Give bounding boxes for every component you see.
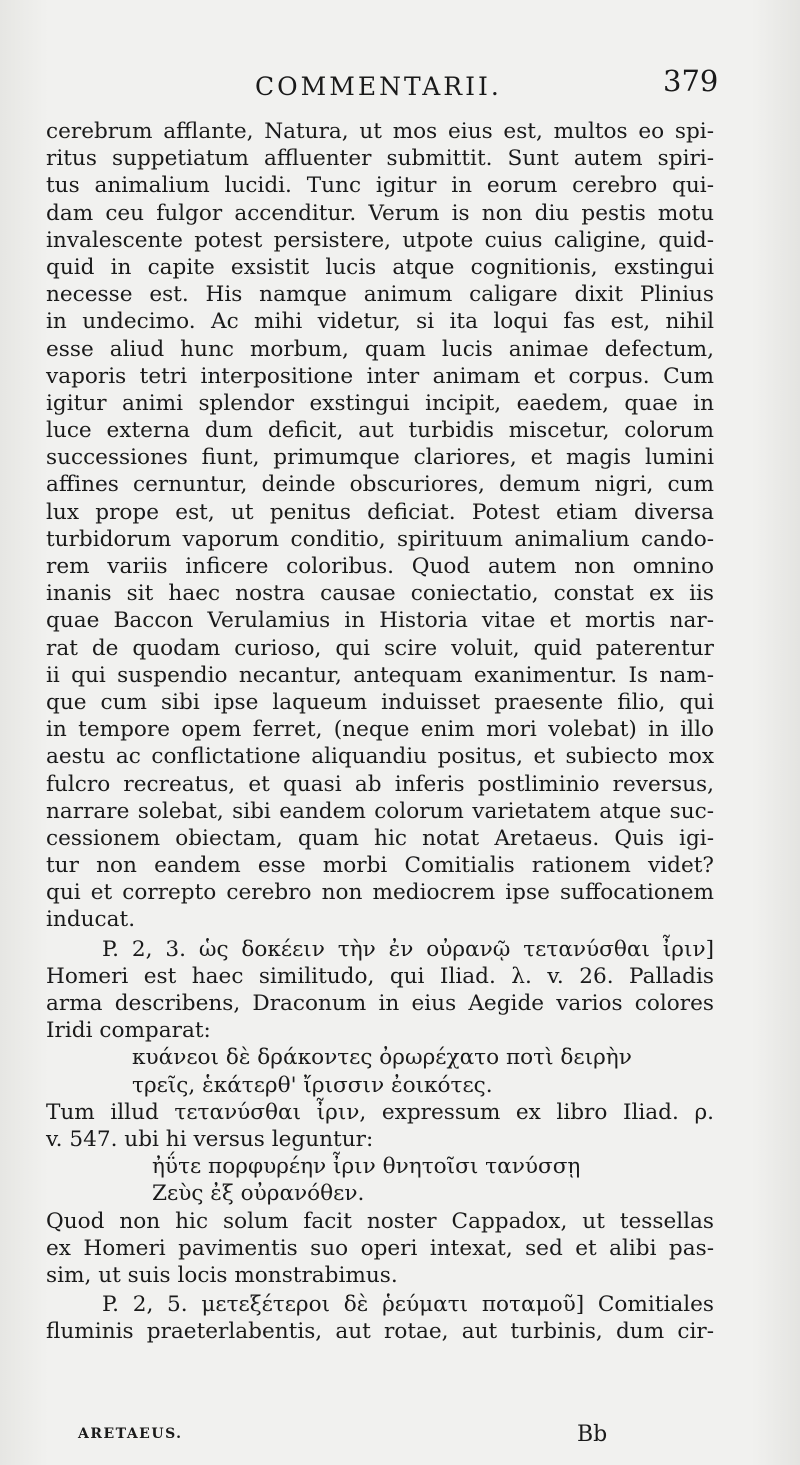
page-number: 379: [663, 64, 719, 98]
text-line: tur non eandem esse morbi Comitialis rationem videt?: [46, 853, 714, 879]
text-line: v. 547. ubi hi versus leguntur:: [46, 1126, 374, 1152]
text-line: Tum illud τετανύσθαι ἶριν, expressum ex libro Iliad. ρ.: [46, 1099, 714, 1125]
verse-line: Ζεὺς ἐξ οὐρανόθεν.: [152, 1181, 365, 1207]
text-line: rem variis inficere coloribus. Quod autem non omnino: [46, 554, 714, 579]
text-line: Homeri est haec similitudo, qui Iliad. λ. v. 26. Palladis: [46, 963, 714, 989]
text-line: P. 2, 5. μετεξέτεροι δὲ ῥεύματι ποταμοῦ] Comitiales: [102, 1292, 714, 1318]
text-line: qui et correpto cerebro non mediocrem ipse suffocationem: [46, 880, 714, 906]
text-line: rat de quodam curioso, qui scire voluit, quid paterentur: [46, 635, 714, 661]
text-line: arma describens, Draconum in eius Aegide varios colores: [46, 991, 714, 1016]
page-header: [0, 62, 800, 102]
text-line: ii qui suspendio necantur, antequam exanimentur. Is nam-: [46, 662, 714, 688]
text-line: cerebrum afflante, Natura, ut mos eius est, multos eo spi-: [46, 119, 714, 144]
text-line: tus animalium lucidi. Tunc igitur in eorum cerebro qui-: [46, 173, 714, 199]
text-line: luce externa dum deficit, aut turbidis miscetur, colorum: [46, 418, 714, 444]
text-line: quid in capite exsistit lucis atque cognitionis, exstingui: [46, 254, 714, 280]
running-title: COMMENTARII.: [255, 72, 502, 101]
text-line: successiones fiunt, primumque clariores, et magis lumini: [46, 445, 714, 471]
text-line: Iridi comparat:: [46, 1018, 211, 1044]
text-line: quae Baccon Verulamius in Historia vitae et mortis nar-: [46, 608, 714, 634]
text-line: affines cernuntur, deinde obscuriores, demum nigri, cum: [46, 472, 714, 498]
text-line: ritus suppetiatum affluenter submittit. Sunt autem spiri-: [46, 146, 714, 172]
text-line: in undecimo. Ac mihi videtur, si ita loqui fas est, nihil: [46, 309, 714, 335]
text-line: sim, ut suis locis monstrabimus.: [46, 1262, 398, 1288]
text-line: turbidorum vaporum conditio, spirituum animalium cando-: [46, 526, 714, 552]
text-line: inducat.: [46, 907, 136, 933]
verse-line: ἠΰτε πορφυρέην ἶριν θνητοῖσι τανύσσῃ: [152, 1154, 581, 1180]
text-line: fulcro recreatus, et quasi ab inferis postliminio reversus,: [46, 771, 714, 797]
text-line: in tempore opem ferret, (neque enim mori volebat) in illo: [46, 717, 714, 743]
text-line: Quod non hic solum facit noster Cappadox, ut tessellas: [46, 1208, 714, 1234]
page-footer: [0, 1422, 800, 1452]
text-line: inanis sit haec nostra causae coniectatio, constat ex iis: [46, 581, 714, 607]
verse-line: κυάνεοι δὲ δράκοντες ὀρωρέχατο ποτὶ δειρὴν: [132, 1045, 632, 1071]
text-line: vaporis tetri interpositione inter animam et corpus. Cum: [46, 363, 714, 389]
text-line: ex Homeri pavimentis suo operi intexat, sed et alibi pas-: [46, 1235, 714, 1261]
text-line: invalescente potest persistere, utpote cuius caligine, quid-: [46, 227, 714, 253]
text-line: narrare solebat, sibi eandem colorum varietatem atque suc-: [46, 798, 714, 824]
text-line: dam ceu fulgor accenditur. Verum is non diu pestis motu: [46, 200, 714, 226]
text-line: necesse est. His namque animum caligare dixit Plinius: [46, 282, 714, 308]
text-line: P. 2, 3. ὡς δοκέειν τὴν ἐν οὐρανῷ τετανύσθαι ἶριν]: [102, 936, 714, 962]
body-text: [46, 118, 714, 1345]
text-line: igitur animi splendor exstingui incipit, eaedem, quae in: [46, 390, 714, 416]
text-line: aestu ac conflictatione aliquandiu positus, et subiecto mox: [46, 744, 714, 770]
signature: ARETAEUS.: [78, 1426, 183, 1442]
text-line: lux prope est, ut penitus deficiat. Potest etiam diversa: [46, 499, 714, 525]
verse-line: τρεῖς, ἑκάτερθ' ἴρισσιν ἐοικότες.: [132, 1072, 493, 1098]
text-line: cessionem obiectam, quam hic notat Aretaeus. Quis igi-: [46, 825, 714, 851]
text-line: que cum sibi ipse laqueum induisset praesente filio, qui: [46, 689, 714, 715]
signature-mark: Bb: [577, 1422, 608, 1447]
text-line: fluminis praeterlabentis, aut rotae, aut turbinis, dum cir-: [46, 1319, 714, 1345]
text-line: esse aliud hunc morbum, quam lucis animae defectum,: [46, 336, 714, 362]
